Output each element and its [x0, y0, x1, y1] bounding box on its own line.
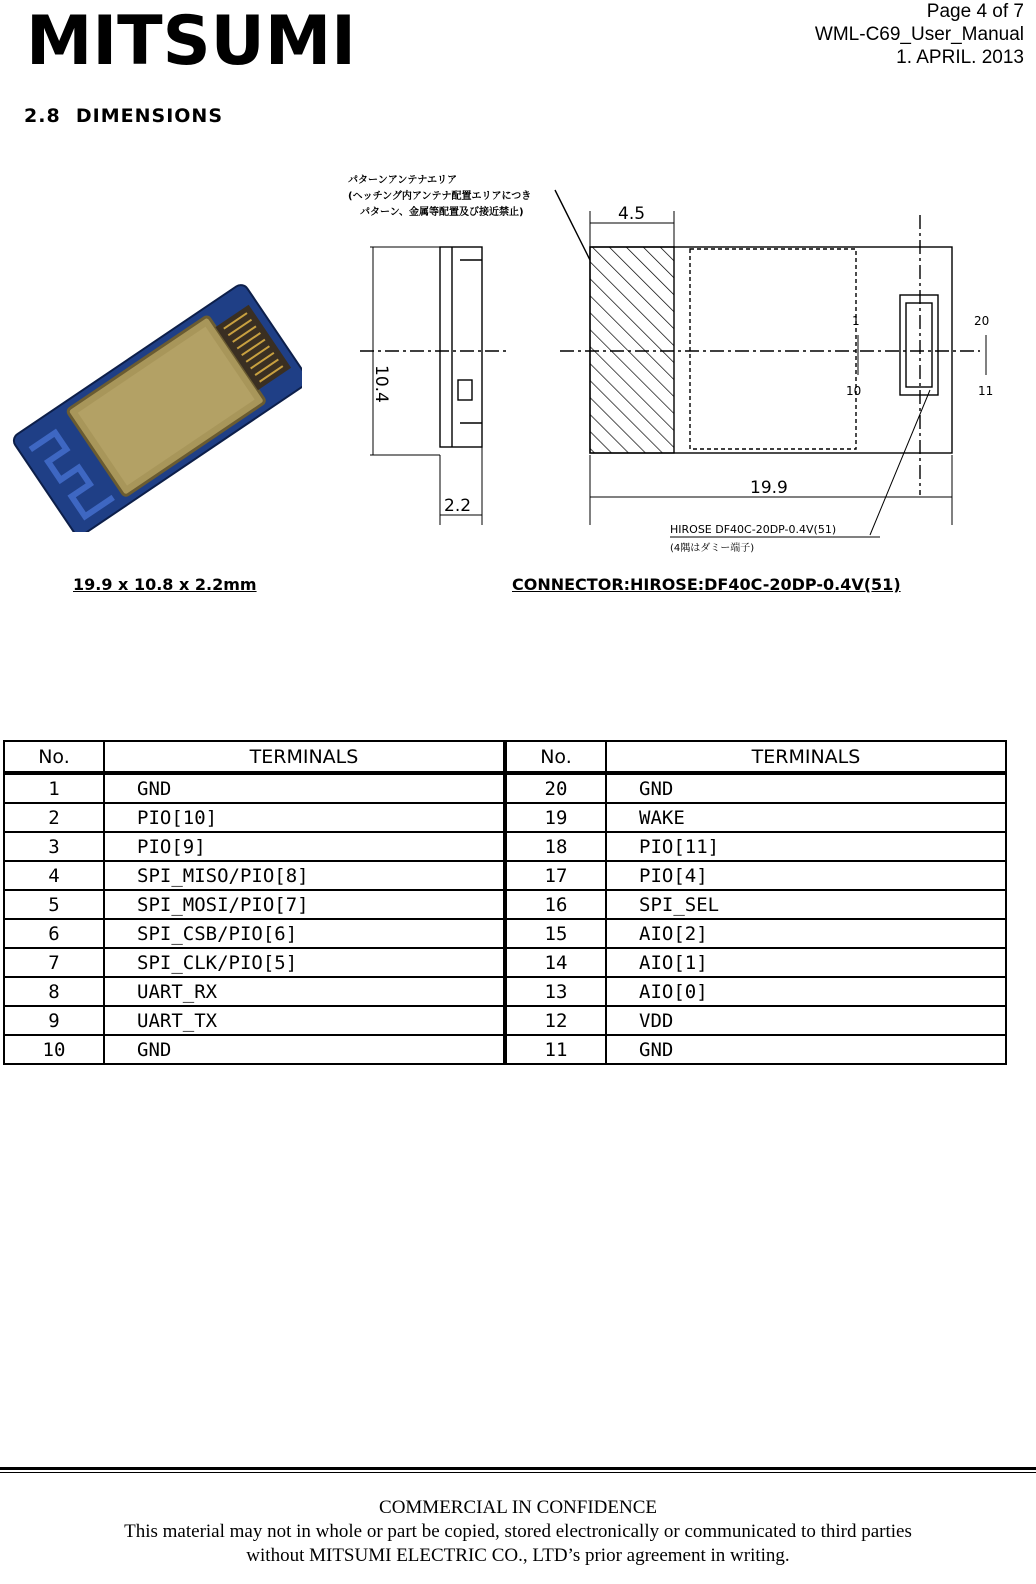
pin-number-left: 3 [4, 832, 104, 861]
dim-length: 19.9 [750, 478, 788, 498]
pin-label-20: 20 [974, 314, 990, 328]
pin-number-right: 19 [505, 803, 606, 832]
section-title: 2.8 DIMENSIONS [24, 105, 224, 127]
terminal-right: AIO[1] [606, 948, 1006, 977]
pin-number-right: 14 [505, 948, 606, 977]
pin-number-left: 2 [4, 803, 104, 832]
footer-line-3: without MITSUMI ELECTRIC CO., LTD’s prior agreement in writing. [246, 1545, 790, 1566]
pin-number-left: 7 [4, 948, 104, 977]
footer-line-2: This material may not in whole or part be copied, stored electronically or communicated to third parties [124, 1521, 912, 1542]
table-row [4, 890, 1006, 919]
terminal-left: UART_TX [104, 1006, 505, 1035]
header-terminals-right: TERMINALS [606, 741, 1006, 773]
terminal-right: WAKE [606, 803, 1006, 832]
antenna-note-3: パターン、金属等配置及び接近禁止) [360, 207, 524, 218]
terminal-right: SPI_SEL [606, 890, 1006, 919]
pin-number-right: 11 [505, 1035, 606, 1064]
confidentiality-footer [0, 1496, 1036, 1568]
pin-number-left: 6 [4, 919, 104, 948]
table-row [4, 832, 1006, 861]
table-row [4, 948, 1006, 977]
terminal-right: PIO[4] [606, 861, 1006, 890]
dim-height: 10.4 [371, 365, 391, 403]
table-row [4, 861, 1006, 890]
dim-thickness: 2.2 [444, 496, 472, 516]
document-name: WML-C69_User_Manual [814, 24, 1024, 45]
pin-number-right: 16 [505, 890, 606, 919]
terminal-right: PIO[11] [606, 832, 1006, 861]
terminal-right: AIO[0] [606, 977, 1006, 1006]
terminal-right: GND [606, 1035, 1006, 1064]
table-row [4, 977, 1006, 1006]
table-row [4, 773, 1006, 803]
pin-number-right: 13 [505, 977, 606, 1006]
pin-number-right: 17 [505, 861, 606, 890]
pin-number-left: 5 [4, 890, 104, 919]
footer-rule [0, 1467, 1036, 1470]
page-number: Page 4 of 7 [926, 1, 1024, 22]
table-row [4, 919, 1006, 948]
pin-number-left: 9 [4, 1006, 104, 1035]
pin-label-11: 11 [978, 384, 994, 398]
antenna-keepout-area [590, 247, 674, 453]
terminal-left: GND [104, 773, 505, 803]
header-terminals-left: TERMINALS [104, 741, 505, 773]
pin-number-right: 15 [505, 919, 606, 948]
pin-number-left: 8 [4, 977, 104, 1006]
terminal-left: SPI_CSB/PIO[6] [104, 919, 505, 948]
header-no-right: No. [505, 741, 606, 773]
pin-number-right: 18 [505, 832, 606, 861]
connector-label: HIROSE DF40C-20DP-0.4V(51) [670, 523, 837, 536]
terminal-right: VDD [606, 1006, 1006, 1035]
header-no-left: No. [4, 741, 104, 773]
connector-caption: CONNECTOR:HIROSE:DF40C-20DP-0.4V(51) [512, 575, 901, 594]
page-header-info [815, 0, 1024, 69]
pin-number-right: 12 [505, 1006, 606, 1035]
table-row [4, 1006, 1006, 1035]
terminal-left: SPI_CLK/PIO[5] [104, 948, 505, 977]
terminal-left: GND [104, 1035, 505, 1064]
antenna-note-1: パターンアンテナエリア [348, 175, 457, 186]
pin-number-right: 20 [505, 773, 606, 803]
mitsumi-logo [26, 8, 358, 70]
terminal-left: SPI_MOSI/PIO[7] [104, 890, 505, 919]
terminal-left: SPI_MISO/PIO[8] [104, 861, 505, 890]
table-row [4, 1035, 1006, 1064]
logo-text: MITSUMI [26, 8, 356, 70]
pin-label-1: 1 [852, 314, 860, 328]
connector-note: (4隅はダミー端子) [670, 543, 755, 554]
antenna-note-2: (ヘッチング内アンテナ配置エリアにつき [348, 191, 532, 202]
pin-terminal-table [3, 740, 1007, 1065]
terminal-right: AIO[2] [606, 919, 1006, 948]
footer-line-1: COMMERCIAL IN CONFIDENCE [379, 1497, 657, 1518]
pin-number-left: 1 [4, 773, 104, 803]
terminal-right: GND [606, 773, 1006, 803]
size-caption: 19.9 x 10.8 x 2.2mm [73, 575, 257, 594]
table-row [4, 803, 1006, 832]
pin-number-left: 4 [4, 861, 104, 890]
pin-number-left: 10 [4, 1035, 104, 1064]
dimension-drawing [340, 165, 1000, 573]
module-photo [10, 282, 302, 532]
footer-rule-thin [0, 1472, 1036, 1473]
table-header-row [4, 741, 1006, 773]
terminal-left: UART_RX [104, 977, 505, 1006]
document-date: 1. APRIL. 2013 [896, 47, 1024, 68]
terminal-left: PIO[9] [104, 832, 505, 861]
dim-antenna-width: 4.5 [618, 204, 646, 224]
pin-label-10: 10 [846, 384, 862, 398]
terminal-left: PIO[10] [104, 803, 505, 832]
